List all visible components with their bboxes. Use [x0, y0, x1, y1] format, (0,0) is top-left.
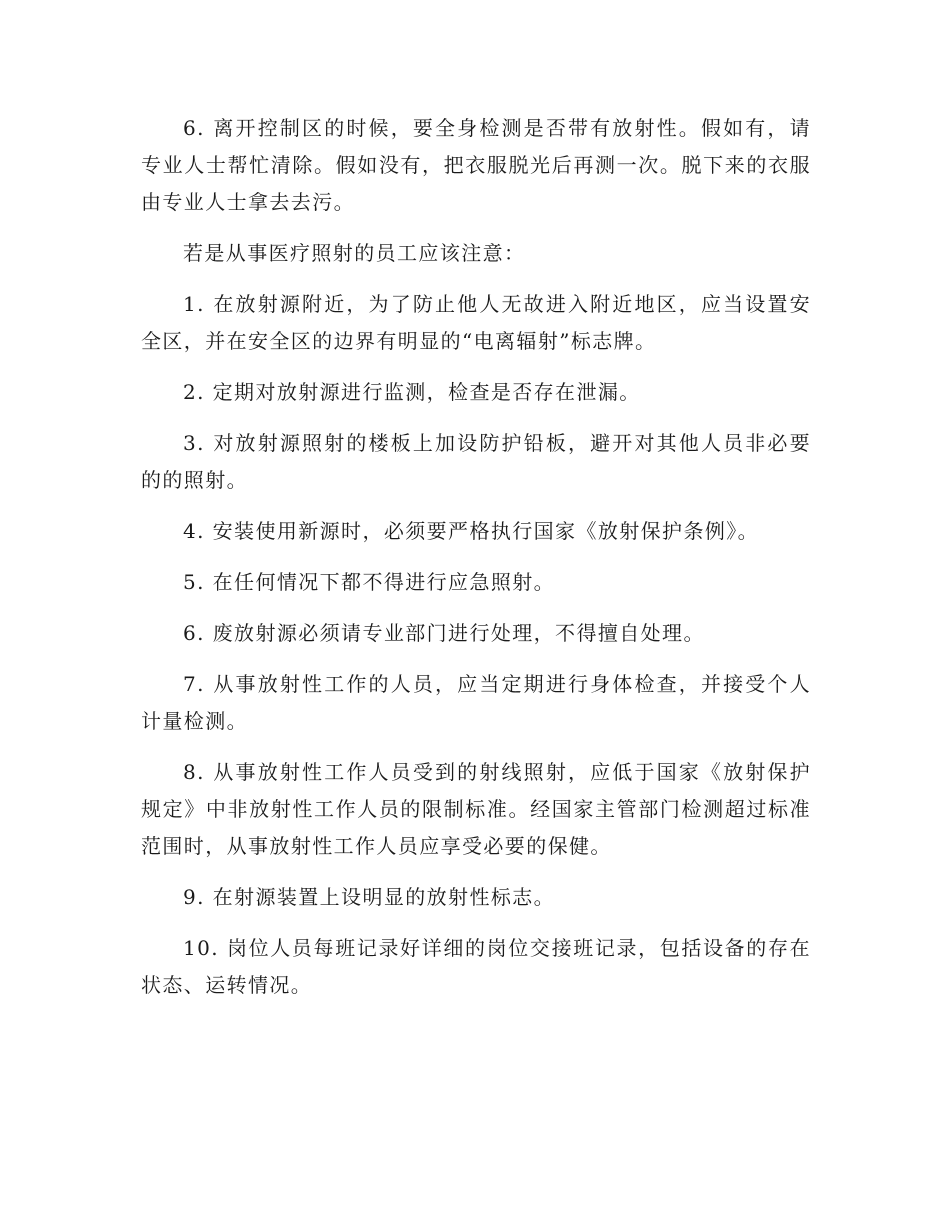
- paragraph-item-10: 10. 岗位人员每班记录好详细的岗位交接班记录，包括设备的存在状态、运转情况。: [141, 936, 811, 997]
- paragraph-item-9: 9. 在射源装置上设明显的放射性标志。: [183, 885, 556, 909]
- document-body: [141, 110, 811, 1018]
- paragraph-exit-control-area: 6. 离开控制区的时候，要全身检测是否带有放射性。假如有，请专业人士帮忙清除。假如没有，把衣服脱光后再测一次。脱下来的衣服由专业人士拿去去污。: [141, 116, 811, 214]
- paragraph-item-4: 4. 安装使用新源时，必须要严格执行国家《放射保护条例》。: [183, 519, 760, 543]
- paragraph-item-8: 8. 从事放射性工作人员受到的射线照射，应低于国家《放射保护规定》中非放射性工作人员的限制标准。经国家主管部门检测超过标准范围时，从事放射性工作人员应享受必要的保健。: [141, 760, 811, 858]
- paragraph-item-2: 2. 定期对放射源进行监测，检查是否存在泄漏。: [183, 380, 641, 404]
- paragraph-item-5: 5. 在任何情况下都不得进行应急照射。: [183, 570, 556, 594]
- paragraph-item-1: 1. 在放射源附近，为了防止他人无故进入附近地区，应当设置安全区，并在安全区的边界有明显的“电离辐射”标志牌。: [141, 292, 811, 353]
- paragraph-medical-intro: 若是从事医疗照射的员工应该注意：: [183, 241, 526, 265]
- paragraph-item-7: 7. 从事放射性工作的人员，应当定期进行身体检查，并接受个人计量检测。: [141, 672, 811, 733]
- paragraph-item-6: 6. 废放射源必须请专业部门进行处理，不得擅自处理。: [183, 621, 705, 645]
- paragraph-item-3: 3. 对放射源照射的楼板上加设防护铅板，避开对其他人员非必要的的照射。: [141, 431, 811, 492]
